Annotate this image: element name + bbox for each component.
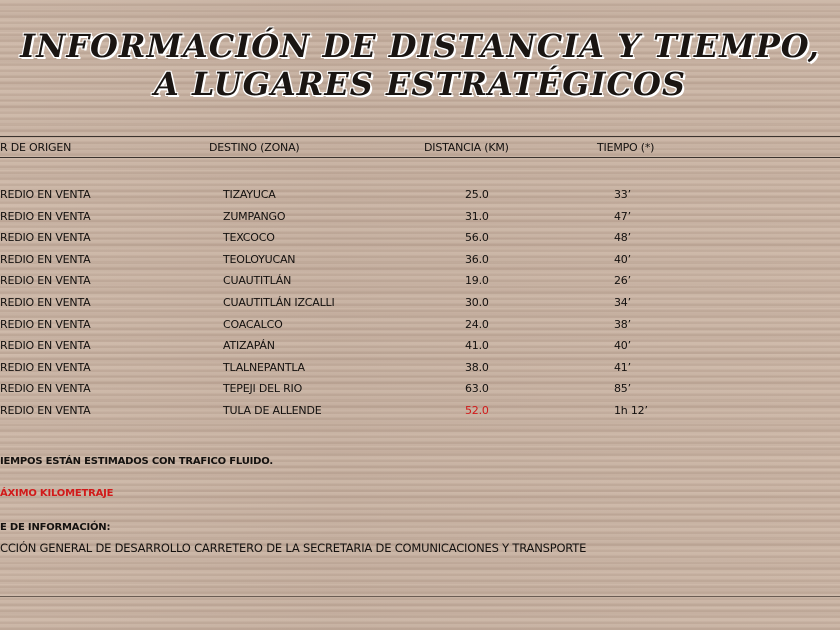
cell-time: 1h 12’ — [614, 404, 648, 417]
cell-destination: TEPEJI DEL RIO — [223, 382, 303, 396]
cell-time: 34’ — [614, 296, 631, 309]
cell-time: 41’ — [614, 360, 631, 374]
cell-distance: 63.0 — [465, 382, 489, 396]
table-row — [0, 231, 840, 251]
header-origin: R DE ORIGEN — [0, 141, 72, 154]
table-row — [0, 361, 840, 381]
cell-distance: 52.0 — [465, 404, 489, 417]
source-label: E DE INFORMACIÓN: — [0, 522, 111, 533]
cell-origin: REDIO EN VENTA — [0, 231, 91, 245]
cell-origin: REDIO EN VENTA — [0, 274, 91, 288]
cell-destination: ZUMPANGO — [223, 209, 286, 223]
header-top-divider — [0, 136, 840, 137]
cell-distance: 31.0 — [465, 209, 489, 223]
table-row — [0, 210, 840, 230]
table-row — [0, 404, 840, 424]
note-traffic: IEMPOS ESTÁN ESTIMADOS CON TRAFICO FLUIDO. — [0, 456, 273, 467]
cell-destination: TULA DE ALLENDE — [223, 404, 322, 417]
cell-origin: REDIO EN VENTA — [0, 339, 91, 353]
table-row — [0, 274, 840, 294]
cell-destination: ATIZAPÁN — [223, 339, 275, 353]
header-distance: DISTANCIA (KM) — [424, 141, 509, 154]
cell-time: 85’ — [614, 382, 631, 396]
title-line-2: A LUGARES ESTRATÉGICOS — [154, 65, 686, 103]
cell-time: 40’ — [614, 339, 631, 353]
cell-distance: 19.0 — [465, 274, 489, 288]
cell-origin: REDIO EN VENTA — [0, 360, 91, 374]
cell-origin: REDIO EN VENTA — [0, 404, 91, 417]
cell-origin: REDIO EN VENTA — [0, 209, 91, 223]
cell-destination: CUAUTITLÁN IZCALLI — [223, 296, 335, 309]
cell-distance: 25.0 — [465, 188, 489, 201]
cell-time: 40’ — [614, 252, 631, 266]
cell-time: 26’ — [614, 274, 631, 288]
table-row — [0, 382, 840, 402]
cell-destination: TIZAYUCA — [223, 188, 276, 201]
table-row — [0, 188, 840, 208]
title-line-1: INFORMACIÓN DE DISTANCIA Y TIEMPO, — [20, 27, 820, 65]
table-row — [0, 296, 840, 316]
cell-distance: 56.0 — [465, 231, 489, 245]
cell-destination: TEOLOYUCAN — [223, 252, 296, 266]
header-bottom-divider — [0, 157, 840, 158]
table-row — [0, 253, 840, 273]
footer-divider — [0, 596, 840, 597]
cell-time: 47’ — [614, 209, 631, 223]
cell-distance: 24.0 — [465, 317, 489, 331]
cell-origin: REDIO EN VENTA — [0, 317, 91, 331]
cell-distance: 30.0 — [465, 296, 489, 309]
cell-destination: COACALCO — [223, 317, 283, 331]
cell-time: 33’ — [614, 188, 631, 201]
cell-origin: REDIO EN VENTA — [0, 188, 91, 201]
cell-destination: CUAUTITLÁN — [223, 274, 292, 288]
cell-destination: TEXCOCO — [223, 231, 275, 245]
page-title — [0, 27, 840, 103]
source-text: CCIÓN GENERAL DE DESARROLLO CARRETERO DE LA SECRETARIA DE COMUNICACIONES Y TRANSPORTE — [0, 541, 587, 555]
header-destination: DESTINO (ZONA) — [209, 141, 300, 154]
cell-time: 48’ — [614, 231, 631, 245]
table-row — [0, 318, 840, 338]
cell-distance: 41.0 — [465, 339, 489, 353]
header-time: TIEMPO (*) — [597, 141, 655, 154]
cell-origin: REDIO EN VENTA — [0, 296, 91, 309]
cell-destination: TLALNEPANTLA — [223, 360, 305, 374]
cell-origin: REDIO EN VENTA — [0, 252, 91, 266]
cell-distance: 36.0 — [465, 252, 489, 266]
cell-origin: REDIO EN VENTA — [0, 382, 91, 396]
cell-time: 38’ — [614, 317, 631, 331]
cell-distance: 38.0 — [465, 360, 489, 374]
note-max-km: ÁXIMO KILOMETRAJE — [0, 488, 114, 499]
table-row — [0, 339, 840, 359]
